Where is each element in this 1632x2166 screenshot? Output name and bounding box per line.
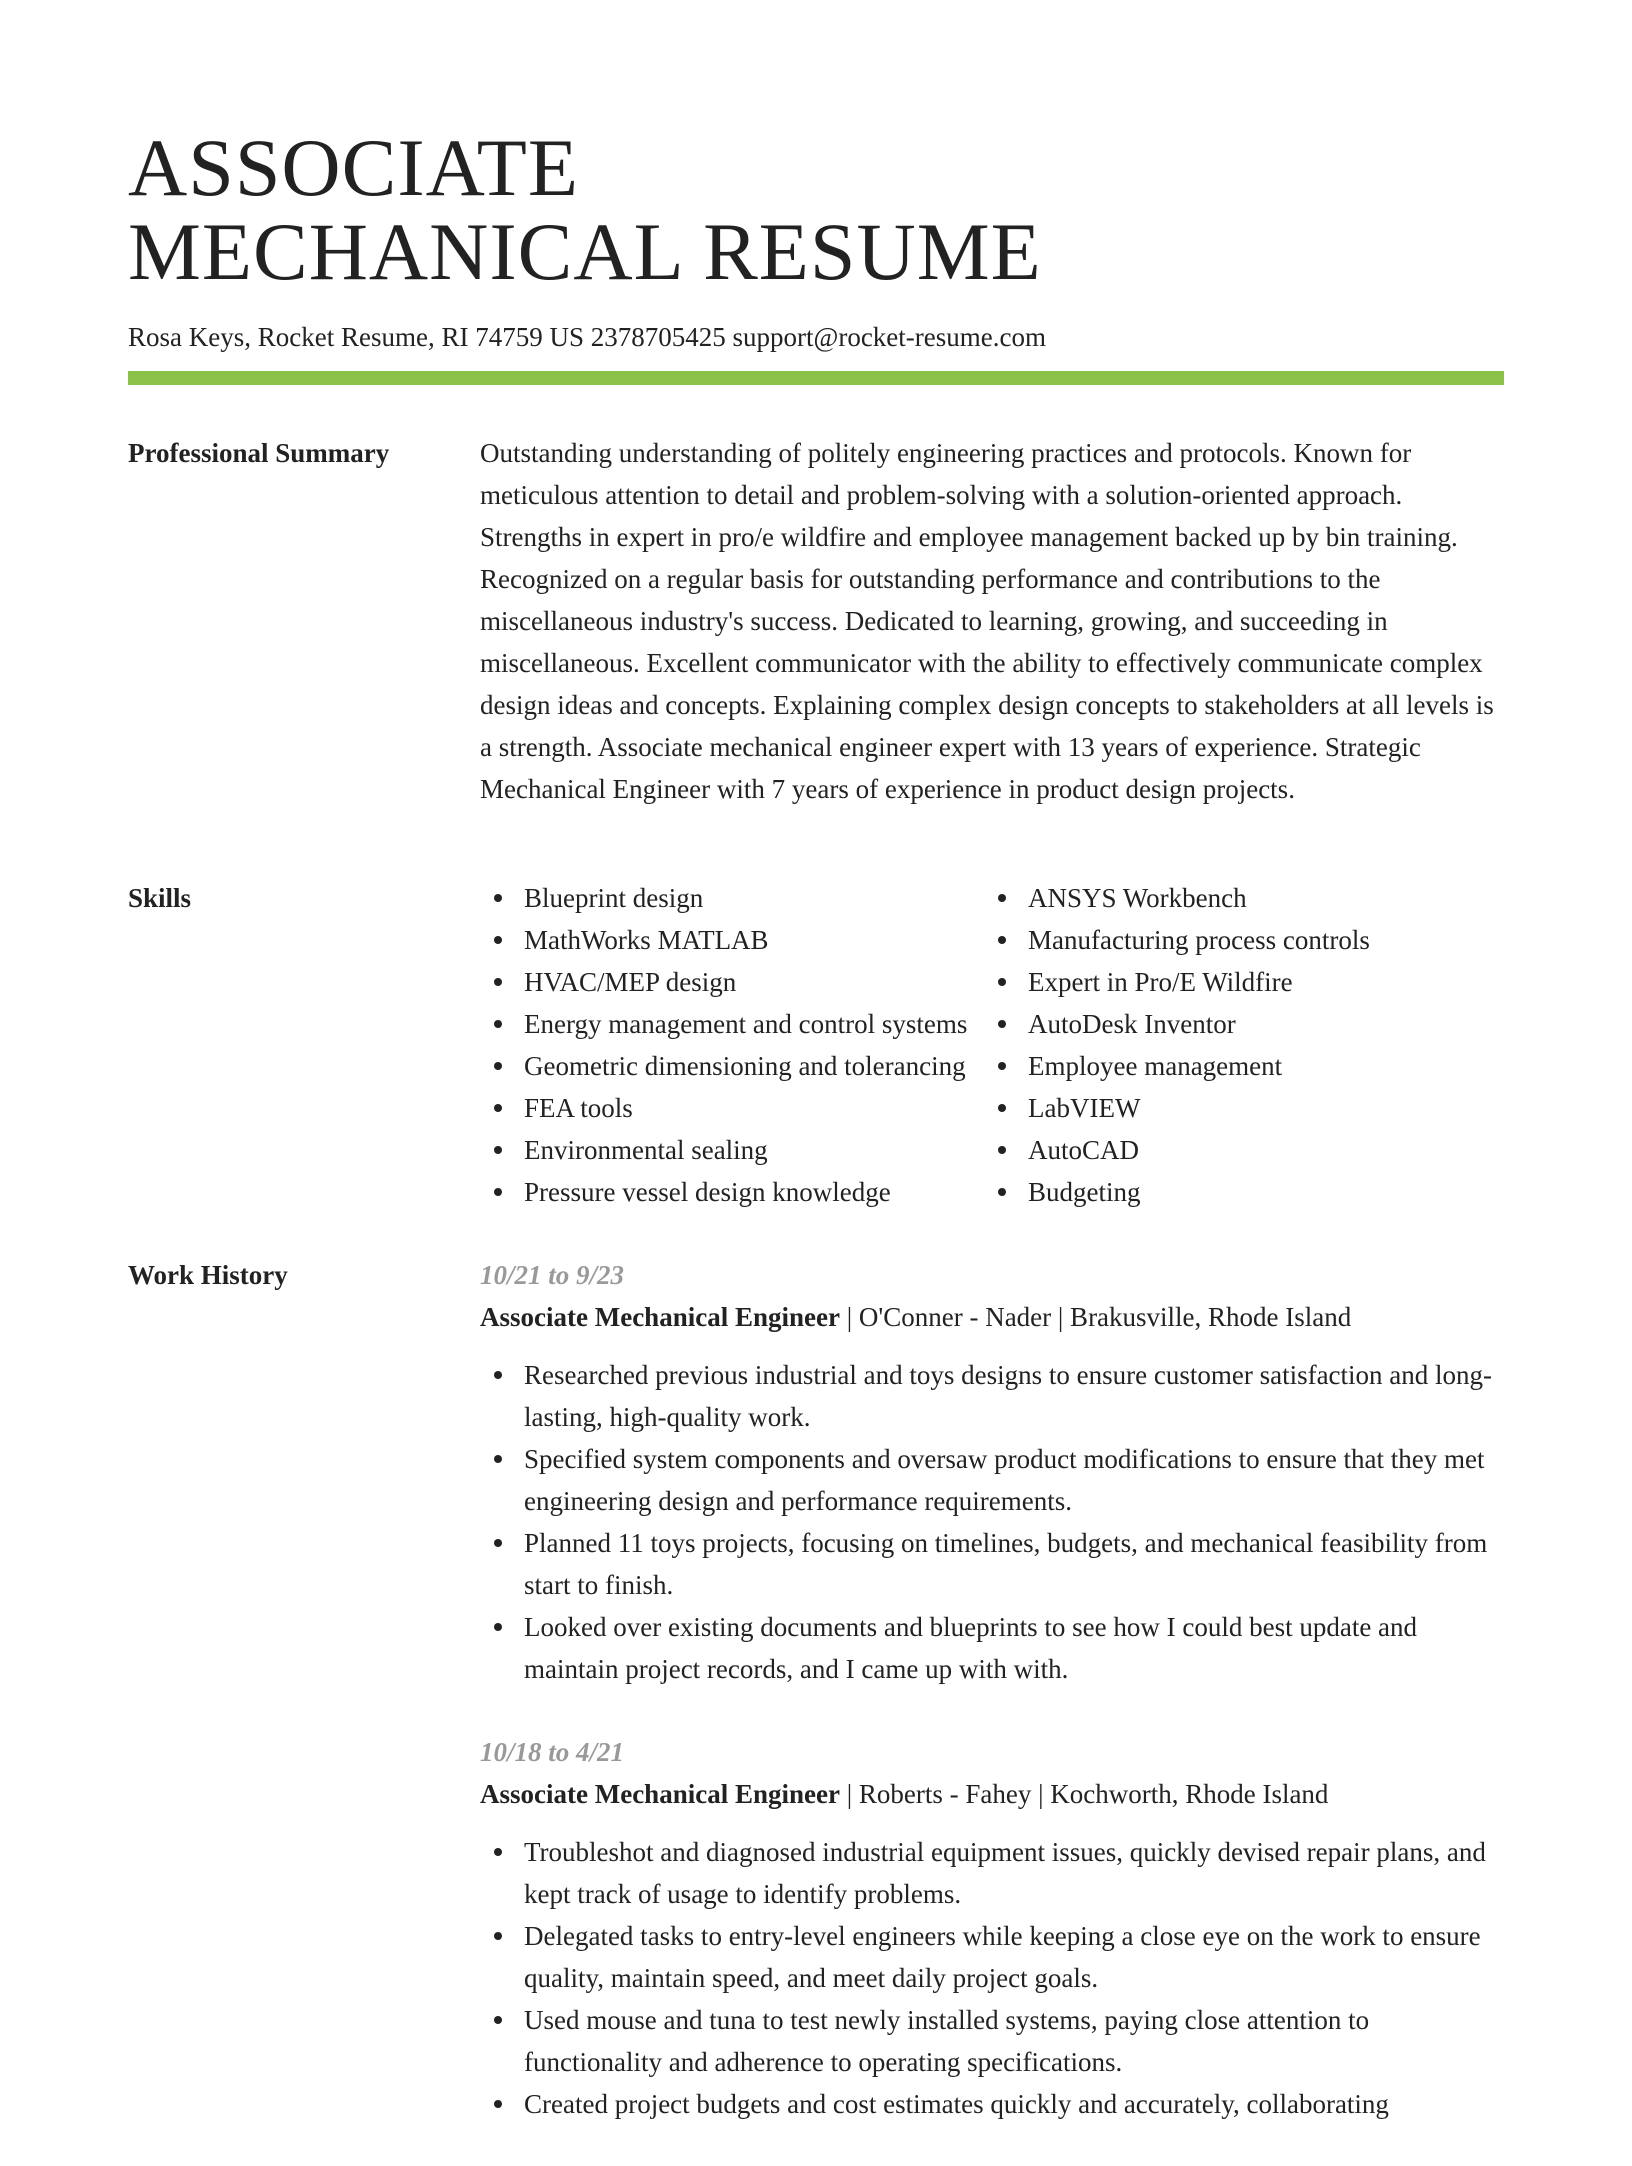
summary-body	[480, 432, 1504, 810]
job-bullet: Researched previous industrial and toys designs to ensure customer satisfaction and long-lasting, high-quality work.	[480, 1354, 1504, 1438]
job-bullet: Planned 11 toys projects, focusing on timelines, budgets, and mechanical feasibility from start to finish.	[480, 1522, 1504, 1606]
job-role: Associate Mechanical Engineer	[480, 1779, 840, 1809]
job-bullets	[480, 1831, 1504, 2125]
summary-text: Outstanding understanding of politely engineering practices and protocols. Known for meticulous attention to detail and problem-solving with a solution-oriented approach. Strengths in expert in pro/e wildfire and employee management backed up by bin training. Recognized on a regular basis for outstanding performance and contributions to the miscellaneous industry's success. Dedicated to learning, growing, and succeeding in miscellaneous. Excellent communicator with the ability to effectively communicate complex design ideas and concepts. Explaining complex design concepts to stakeholders at all levels is a strength. Associate mechanical engineer expert with 13 years of experience. Strategic Mechanical Engineer with 7 years of experience in product design projects.	[480, 438, 1494, 804]
work-history-body	[480, 1254, 1504, 2166]
skill-item: AutoDesk Inventor	[984, 1003, 1484, 1045]
resume-title-line-2: MECHANICAL RESUME	[128, 206, 1042, 297]
skills-column-2	[984, 877, 1484, 1213]
header-divider	[128, 371, 1504, 385]
skill-item: Geometric dimensioning and tolerancing	[480, 1045, 984, 1087]
skill-item: MathWorks MATLAB	[480, 919, 984, 961]
resume-header	[128, 122, 1504, 354]
job-company-location: | O'Conner - Nader | Brakusville, Rhode Island	[839, 1302, 1352, 1332]
job-title-line	[480, 1773, 1504, 1815]
job-bullet: Used mouse and tuna to test newly installed systems, paying close attention to functionality and adherence to operating specifications.	[480, 1999, 1504, 2083]
job-dates: 10/21 to 9/23	[480, 1260, 625, 1290]
skill-item: AutoCAD	[984, 1129, 1484, 1171]
skills-body	[480, 877, 1504, 1213]
skill-item: Expert in Pro/E Wildfire	[984, 961, 1484, 1003]
job-bullet: Looked over existing documents and blueprints to see how I could best update and maintain project records, and I came up with with.	[480, 1606, 1504, 1690]
job-role: Associate Mechanical Engineer	[480, 1302, 840, 1332]
job-entry	[480, 1254, 1504, 1690]
skill-item: Blueprint design	[480, 877, 984, 919]
contact-info: Rosa Keys, Rocket Resume, RI 74759 US 2378705425 support@rocket-resume.com	[128, 322, 1046, 352]
section-label-skills: Skills	[128, 883, 192, 913]
job-bullets	[480, 1354, 1504, 1690]
skill-item: HVAC/MEP design	[480, 961, 984, 1003]
resume-title-line-1: ASSOCIATE	[128, 122, 579, 213]
job-bullet: Troubleshot and diagnosed industrial equipment issues, quickly devised repair plans, and kept track of usage to identify problems.	[480, 1831, 1504, 1915]
skill-item: ANSYS Workbench	[984, 877, 1484, 919]
section-label-work-history: Work History	[128, 1260, 288, 1290]
skill-item: Energy management and control systems	[480, 1003, 984, 1045]
skill-item: Environmental sealing	[480, 1129, 984, 1171]
job-entry	[480, 1731, 1504, 2125]
skill-item: FEA tools	[480, 1087, 984, 1129]
job-title-line	[480, 1296, 1504, 1338]
skill-item: Pressure vessel design knowledge	[480, 1171, 984, 1213]
job-company-location: | Roberts - Fahey | Kochworth, Rhode Island	[839, 1779, 1329, 1809]
skills-grid	[480, 877, 1504, 1213]
job-bullet: Specified system components and oversaw product modifications to ensure that they met engineering design and performance requirements.	[480, 1438, 1504, 1522]
job-bullet: Delegated tasks to entry-level engineers while keeping a close eye on the work to ensure quality, maintain speed, and meet daily project goals.	[480, 1915, 1504, 1999]
section-label-summary: Professional Summary	[128, 438, 390, 468]
skills-column-1	[480, 877, 984, 1213]
resume-title	[128, 122, 1504, 297]
job-bullet: Created project budgets and cost estimates quickly and accurately, collaborating	[480, 2083, 1504, 2125]
job-dates: 10/18 to 4/21	[480, 1737, 625, 1767]
skill-item: Manufacturing process controls	[984, 919, 1484, 961]
skill-item: Employee management	[984, 1045, 1484, 1087]
skill-item: LabVIEW	[984, 1087, 1484, 1129]
skill-item: Budgeting	[984, 1171, 1484, 1213]
